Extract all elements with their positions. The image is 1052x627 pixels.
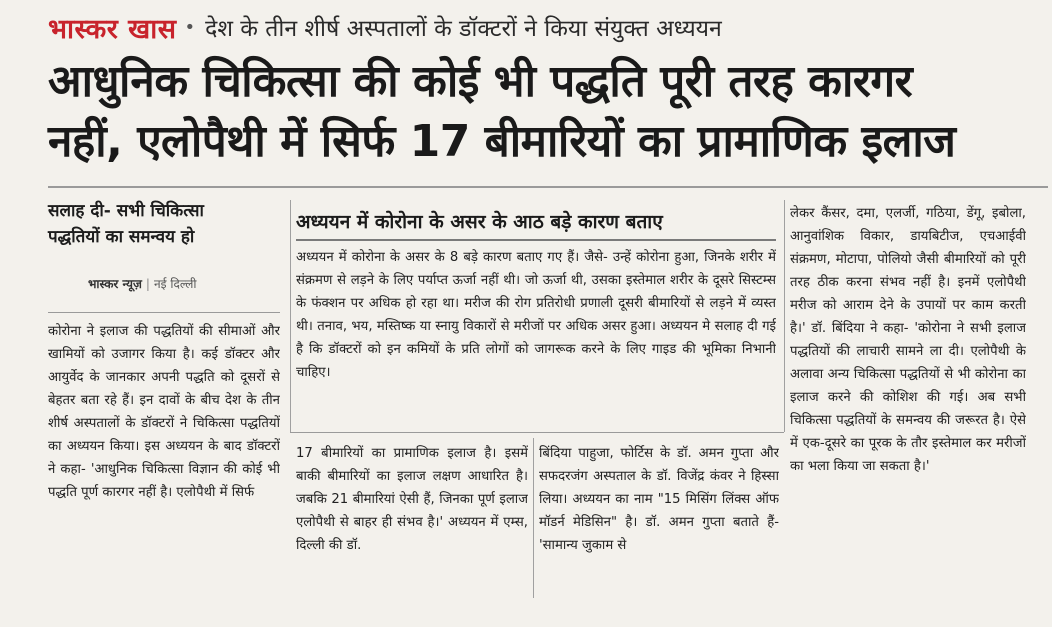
article-column-3 — [539, 442, 779, 598]
kicker-text: देश के तीन शीर्ष अस्पतालों के डॉक्टरों ने किया संयुक्त अध्ययन — [205, 16, 722, 42]
article-column-1 — [48, 320, 280, 598]
headline-line-1: आधुनिक चिकित्सा की कोई भी पद्धति पूरी तरह कारगर — [48, 56, 913, 107]
byline — [88, 275, 196, 292]
top-divider — [48, 186, 1048, 188]
byline-city: नई दिल्ली — [153, 277, 197, 291]
box-paragraph: अध्ययन में कोरोना के असर के 8 बड़े कारण बताए गए हैं। जैसे- उन्हें कोरोना हुआ, जिनके शरीर में संक्रमण से लड़ने के लिए पर्याप्त ऊर्जा नहीं थी। जो ऊर्जा थी, उसका इस्तेमाल शरीर के दूसरे सिस्टम्स के फंक्शन पर अधिक हो रहा था। मरीज की रोग प्रतिरोधी प्रणाली दूसरी बीमारियों से लड़ने में व्यस्त थी। तनाव, भय, मस्तिष्क या स्नायु विकारों से मरीजों पर अधिक असर हुआ। अध्ययन मे सलाह दी गई है कि डॉक्टरों को इन कमियों के प्रति लोगों को जागरूक करने के लिए गाइड की भूमिका निभानी चाहिए। — [296, 250, 776, 380]
box-left-border — [290, 200, 291, 432]
byline-bureau: भास्कर न्यूज़ — [88, 277, 142, 291]
box-body — [296, 246, 776, 430]
advice-line-2: पद्धतियों का समन्वय हो — [48, 227, 195, 247]
bullet-dot: • — [184, 16, 196, 38]
advice-line-1: सलाह दी- सभी चिकित्सा — [48, 201, 204, 221]
column-4-text: लेकर कैंसर, दमा, एलर्जी, गठिया, डेंगू, इबोला, आनुवांशिक विकार, डायबिटीज, एचआईवी संक्रमण, मोटापा, पोलियो जैसी बीमारियों को पूरी तरह ठीक करना संभव नहीं है। इनमें एलोपैथी मरीज को आराम देने के उपायों पर काम करती है।' डॉ. बिंदिया ने कहा- 'कोरोना ने सभी इलाज पद्धतियों की लाचारी सामने ला दी। एलोपैथी के अलावा अन्य चिकित्सा पद्धतियों से भी कोरोना का इलाज करने की कोशिश की गई। अब सभी चिकित्सा पद्धतियों के समन्वय की जरूरत है। ऐसे में एक-दूसरे का पूरक के तौर इस्तेमाल कर मरीजों का भला किया जा सकता है।' — [790, 206, 1026, 474]
column-divider-2 — [533, 438, 534, 598]
column-1-text: कोरोना ने इलाज की पद्धतियों की सीमाओं और खामियों को उजागर किया है। कई डॉक्टर और आयुर्वेद के जानकार अपनी पद्धति को दूसरों से बेहतर बता रहे हैं। इन दावों के बीच देश के तीन शीर्ष अस्पतालों के डॉक्टरों ने चिकित्सा पद्धतियों का अध्ययन किया। इस अध्ययन के बाद डॉक्टरों ने कहा- 'आधुनिक चिकित्सा विज्ञान की कोई भी पद्धति पूर्ण कारगर नहीं है। एलोपैथी में सिर्फ — [48, 324, 280, 500]
headline-line-2: नहीं, एलोपैथी में सिर्फ 17 बीमारियों का प्रामाणिक इलाज — [48, 116, 956, 167]
byline-separator: | — [145, 277, 150, 291]
box-heading — [296, 207, 776, 241]
box-bottom-border — [290, 432, 784, 433]
brand-label: भास्कर खास — [48, 13, 177, 45]
article-column-4 — [790, 202, 1026, 598]
article-column-2 — [296, 442, 528, 598]
box-right-border — [784, 200, 785, 432]
left-divider — [48, 312, 280, 313]
advice-subheading — [48, 198, 280, 250]
column-2-text: 17 बीमारियों का प्रामाणिक इलाज है। इसमें बाकी बीमारियों का इलाज लक्षण आधारित है। जबकि 21 बीमारियां ऐसी हैं, जिनका पूर्ण इलाज एलोपैथी से बाहर ही संभव है।' अध्ययन में एम्स, दिल्ली की डॉ. — [296, 446, 528, 553]
column-3-text: बिंदिया पाहुजा, फोर्टिस के डॉ. अमन गुप्ता और सफदरजंग अस्पताल के डॉ. विजेंद्र कंवर ने हिस्सा लिया। अध्ययन का नाम "15 मिसिंग लिंक्स ऑफ मॉडर्न मेडिसिन" है। डॉ. अमन गुप्ता बताते हैं- 'सामान्य जुकाम से — [539, 446, 779, 553]
kicker-line — [48, 8, 722, 46]
box-title: अध्ययन में कोरोना के असर के आठ बड़े कारण बताए — [296, 211, 663, 233]
headline — [48, 52, 1038, 172]
